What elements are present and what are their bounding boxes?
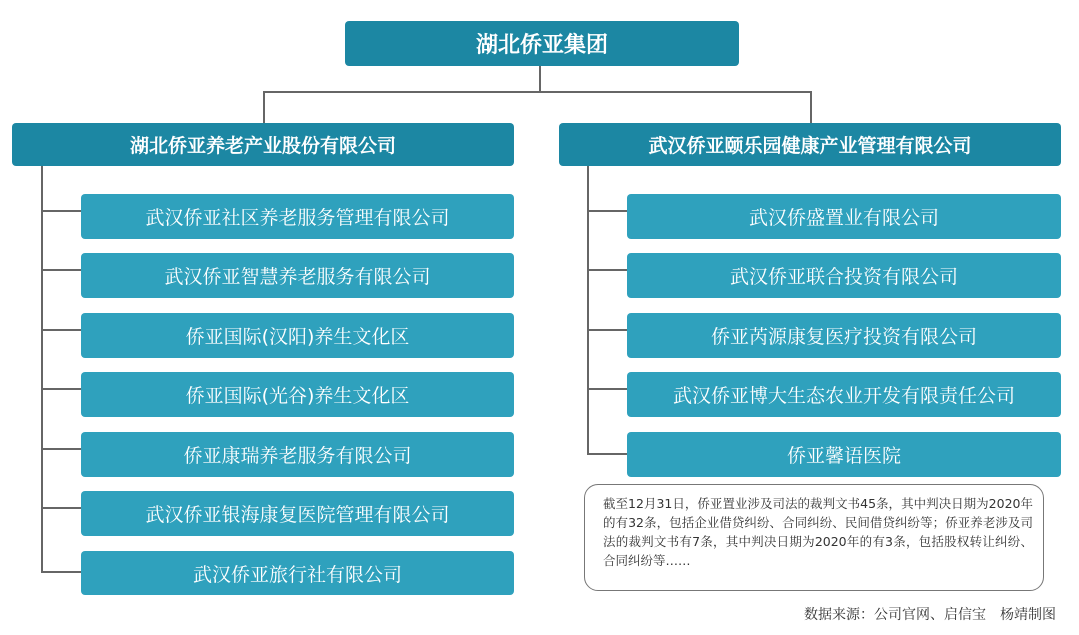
- left-branch-connector: [263, 91, 265, 123]
- left-child-node: 侨亚康瑞养老服务有限公司: [81, 432, 514, 477]
- right-tick: [587, 388, 627, 390]
- right-child-node: 武汉侨亚联合投资有限公司: [627, 253, 1061, 298]
- left-tick: [41, 507, 81, 509]
- left-tick: [41, 571, 81, 573]
- left-tick: [41, 388, 81, 390]
- right-child-node: 侨亚芮源康复医疗投资有限公司: [627, 313, 1061, 358]
- right-tick: [587, 210, 627, 212]
- right-branch-connector: [810, 91, 812, 123]
- litigation-note: 截至12月31日，侨亚置业涉及司法的裁判文书45条，其中判决日期为2020年的有32条，包括企业借贷纠纷、合同纠纷、民间借贷纠纷等；侨亚养老涉及司法的裁判文书有7条，其中判决日期为2020年的有3条，包括股权转让纠纷、合同纠纷等……: [584, 484, 1044, 591]
- left-child-node: 侨亚国际(汉阳)养生文化区: [81, 313, 514, 358]
- left-trunk: [41, 166, 43, 572]
- left-tick: [41, 269, 81, 271]
- left-child-node: 武汉侨亚旅行社有限公司: [81, 551, 514, 595]
- left-tick: [41, 210, 81, 212]
- right-tick: [587, 329, 627, 331]
- left-tick: [41, 329, 81, 331]
- right-child-node: 侨亚馨语医院: [627, 432, 1061, 477]
- right-child-node: 武汉侨盛置业有限公司: [627, 194, 1061, 239]
- left-child-node: 武汉侨亚社区养老服务管理有限公司: [81, 194, 514, 239]
- left-tick: [41, 448, 81, 450]
- root-connector-vertical: [539, 66, 541, 92]
- left-child-node: 侨亚国际(光谷)养生文化区: [81, 372, 514, 417]
- right-branch-node: 武汉侨亚颐乐园健康产业管理有限公司: [559, 123, 1061, 166]
- root-node: 湖北侨亚集团: [345, 21, 739, 66]
- left-branch-node: 湖北侨亚养老产业股份有限公司: [12, 123, 514, 166]
- root-connector-horizontal: [263, 91, 811, 93]
- right-tick: [587, 269, 627, 271]
- source-credit: 数据来源：公司官网、启信宝 杨靖制图: [804, 607, 1056, 623]
- left-child-node: 武汉侨亚银海康复医院管理有限公司: [81, 491, 514, 536]
- right-child-node: 武汉侨亚博大生态农业开发有限责任公司: [627, 372, 1061, 417]
- left-child-node: 武汉侨亚智慧养老服务有限公司: [81, 253, 514, 298]
- right-tick: [587, 453, 627, 455]
